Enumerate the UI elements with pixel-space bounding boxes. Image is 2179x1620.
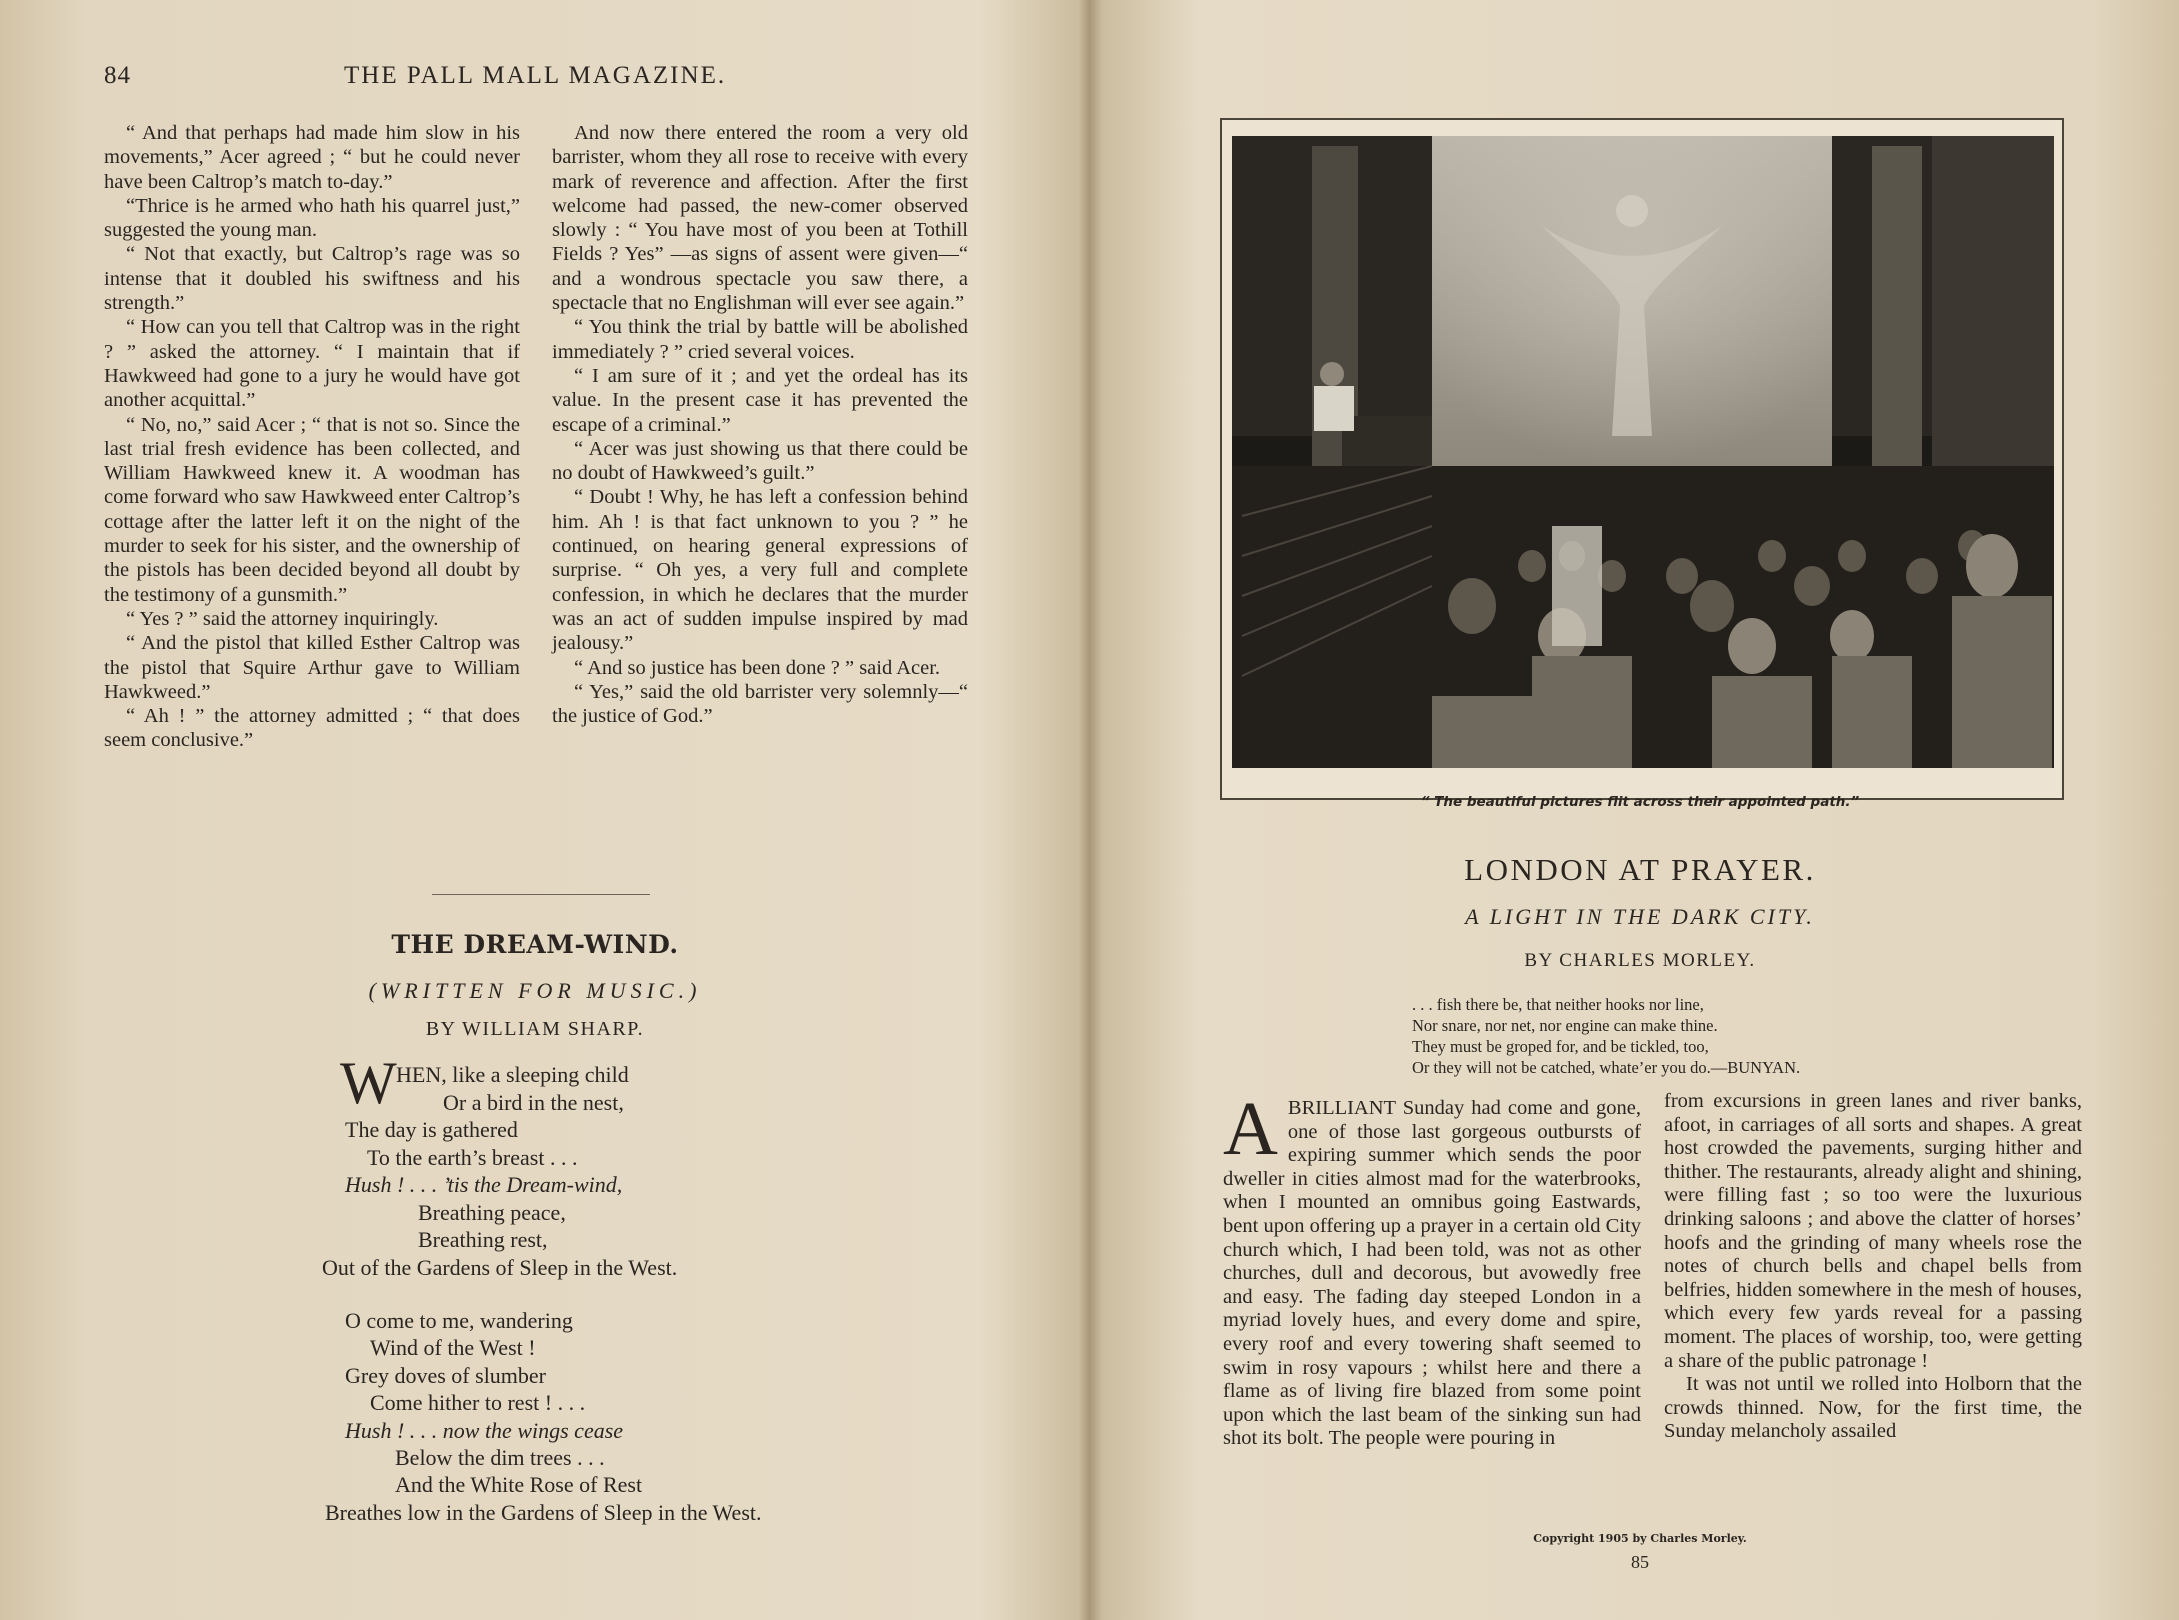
section-divider (432, 894, 650, 895)
poem-line: The day is gathered (345, 1117, 518, 1142)
paragraph: “ Yes,” said the old barrister very solemnly—“ the justice of God.” (552, 680, 968, 728)
poem-line: Out of the Gardens of Sleep in the West. (322, 1255, 678, 1280)
poem-line: To the earth’s breast . . . (367, 1145, 578, 1170)
church-interior-image (1232, 136, 2054, 768)
paragraph: “ You think the trial by battle will be abolished immediately ? ” cried several voices. (552, 316, 968, 363)
paragraph: “ Ah ! ” the attorney admitted ; “ that does seem conclusive.” (104, 705, 520, 752)
paragraph: from excursions in green lanes and river banks, afoot, in carriages of all sorts and shapes. A great host crowded the pavements, surging hither and thither. The restaurants, already alight and shining, were filling fast ; so too were the luxurious drinking saloons ; and above the clatter of horses’ hoofs and the grinding of many wheels rose the notes of church bells and chapel bells from belfries, hidden somewhere in the mesh of houses, which every few yards reveal for a passing moment. The places of worship, too, were getting a share of the public patronage ! (1664, 1090, 2082, 1372)
article-byline: BY CHARLES MORLEY. (1524, 950, 1756, 971)
paragraph: “ Acer was just showing us that there could be no doubt of Hawkweed’s guilt.” (552, 437, 968, 485)
poem-line: And the White Rose of Rest (395, 1472, 643, 1497)
paragraph: “ Not that exactly, but Caltrop’s rage was so intense that it doubled his swiftness and his strength.” (104, 243, 520, 315)
page-number: 84 (104, 62, 131, 89)
story-column-2 (552, 121, 968, 728)
magazine-title: THE PALL MALL MAGAZINE. (344, 62, 727, 89)
poem-line: Come hither to rest ! . . . (370, 1390, 586, 1415)
paragraph: “Thrice is he armed who hath his quarrel just,” suggested the young man. (104, 194, 520, 242)
paragraph: “ Doubt ! Why, he has left a confession behind him. Ah ! is that fact unknown to you ? ” he continued, on hearing general expressions of surprise. “ Oh yes, a very full and complete confession, in which he declares that the murder was an act of sudden impulse inspired by mad jealousy.” (552, 486, 968, 655)
epigraph-line: . . . fish there be, that neither hooks nor line, (1412, 995, 1704, 1014)
poem-line: Hush ! . . . now the wings cease (345, 1418, 624, 1443)
poem-line: Breathing peace, (418, 1200, 566, 1225)
paragraph: BRILLIANT Sunday had come and gone, one of those last gorgeous outbursts of expiring summer which sends the poor dweller in cities almost mad for the waterbrooks, when I mounted an omnibus going Eastwards, bent upon offering up a prayer in a certain old City church which, I had been told, was not as other churches, dull and decorous, but avowedly free and easy. The fading day steeped London in a myriad lovely hues, and every dome and spire, every roof and every towering shaft seemed to swim in rosy vapours ; whilst here and there a flame as of living fire blazed from some point upon which the last beam of the sinking sun had shot its bolt. The people were pouring in (1223, 1097, 1641, 1450)
paragraph: And now there entered the room a very old barrister, whom they all rose to receive with every mark of reverence and affection. After the first welcome had passed, the new-comer observed slowly : “ You have most of you been at Tothill Fields ? Yes” —as signs of assent were given—“ and a wondrous spectacle you saw there, a spectacle that no Englishman will ever see again.” (552, 122, 968, 315)
poem-line: Breathes low in the Gardens of Sleep in the West. (325, 1500, 762, 1525)
article-subtitle: A LIGHT IN THE DARK CITY. (1465, 904, 1815, 929)
epigraph-line: Nor snare, nor net, nor engine can make thine. (1412, 1016, 1718, 1035)
article-drop-cap: A (1223, 1087, 1278, 1171)
paragraph: “ And so justice has been done ? ” said Acer. (574, 656, 941, 679)
poem-line: Below the dim trees . . . (395, 1445, 605, 1470)
paragraph: “ I am sure of it ; and yet the ordeal has its value. In the present case it has prevented the escape of a criminal.” (552, 364, 968, 436)
paragraph: “ How can you tell that Caltrop was in the right ? ” asked the attorney. “ I maintain that if Hawkweed had gone to a jury he would have got another acquittal.” (104, 316, 520, 412)
page-number: 85 (1631, 1552, 1649, 1572)
poem-line: Grey doves of slumber (345, 1363, 547, 1388)
paragraph: “ No, no,” said Acer ; “ that is not so. Since the last trial fresh evidence has been collected, and William Hawkweed knew it. A woodman has come forward who saw Hawkweed enter Caltrop’s cottage after the latter left it on the night of the murder to seek for his sister, and the ownership of the pistols has been decided beyond all doubt by the testimony of a gunsmith.” (104, 413, 520, 606)
poem-subtitle: (WRITTEN FOR MUSIC.) (368, 978, 702, 1003)
story-column-1 (104, 121, 520, 753)
church-photograph (1232, 136, 2054, 768)
paragraph: “ And that perhaps had made him slow in his movements,” Acer agreed ; “ but he could never have been Caltrop’s match to-day.” (104, 122, 520, 193)
photo-caption: “ The beautiful pictures flit across their appointed path.” (1420, 794, 1860, 810)
poem-title: THE DREAM-WIND. (391, 930, 679, 959)
poem-line: HEN, like a sleeping child (396, 1062, 629, 1087)
photograph-frame (1220, 118, 2064, 800)
epigraph-line: They must be groped for, and be tickled, too, (1412, 1037, 1709, 1056)
paragraph: “ And the pistol that killed Esther Caltrop was the pistol that Squire Arthur gave to William Hawkweed.” (104, 632, 520, 703)
poem-line: Breathing rest, (418, 1227, 548, 1252)
paragraph: It was not until we rolled into Holborn that the crowds thinned. Now, for the first time, the Sunday melancholy assailed (1664, 1373, 2082, 1443)
paragraph: “ Yes ? ” said the attorney inquiringly. (126, 607, 439, 630)
article-column-1 (1223, 1087, 1641, 1451)
poem-byline: BY WILLIAM SHARP. (425, 1018, 645, 1040)
epigraph-line: Or they will not be catched, whate’er you do.—BUNYAN. (1412, 1058, 1801, 1077)
poem-line: Hush ! . . . ’tis the Dream-wind, (345, 1172, 623, 1197)
article-column-2 (1664, 1090, 2082, 1444)
article-title: LONDON AT PRAYER. (1464, 852, 1816, 887)
poem-line: O come to me, wandering (345, 1308, 573, 1333)
copyright-notice: Copyright 1905 by Charles Morley. (1533, 1532, 1747, 1545)
poem-drop-cap: W (340, 1050, 397, 1116)
epigraph (1412, 994, 1800, 1078)
poem-line: Wind of the West ! (370, 1335, 536, 1360)
poem-line: Or a bird in the nest, (443, 1090, 624, 1115)
